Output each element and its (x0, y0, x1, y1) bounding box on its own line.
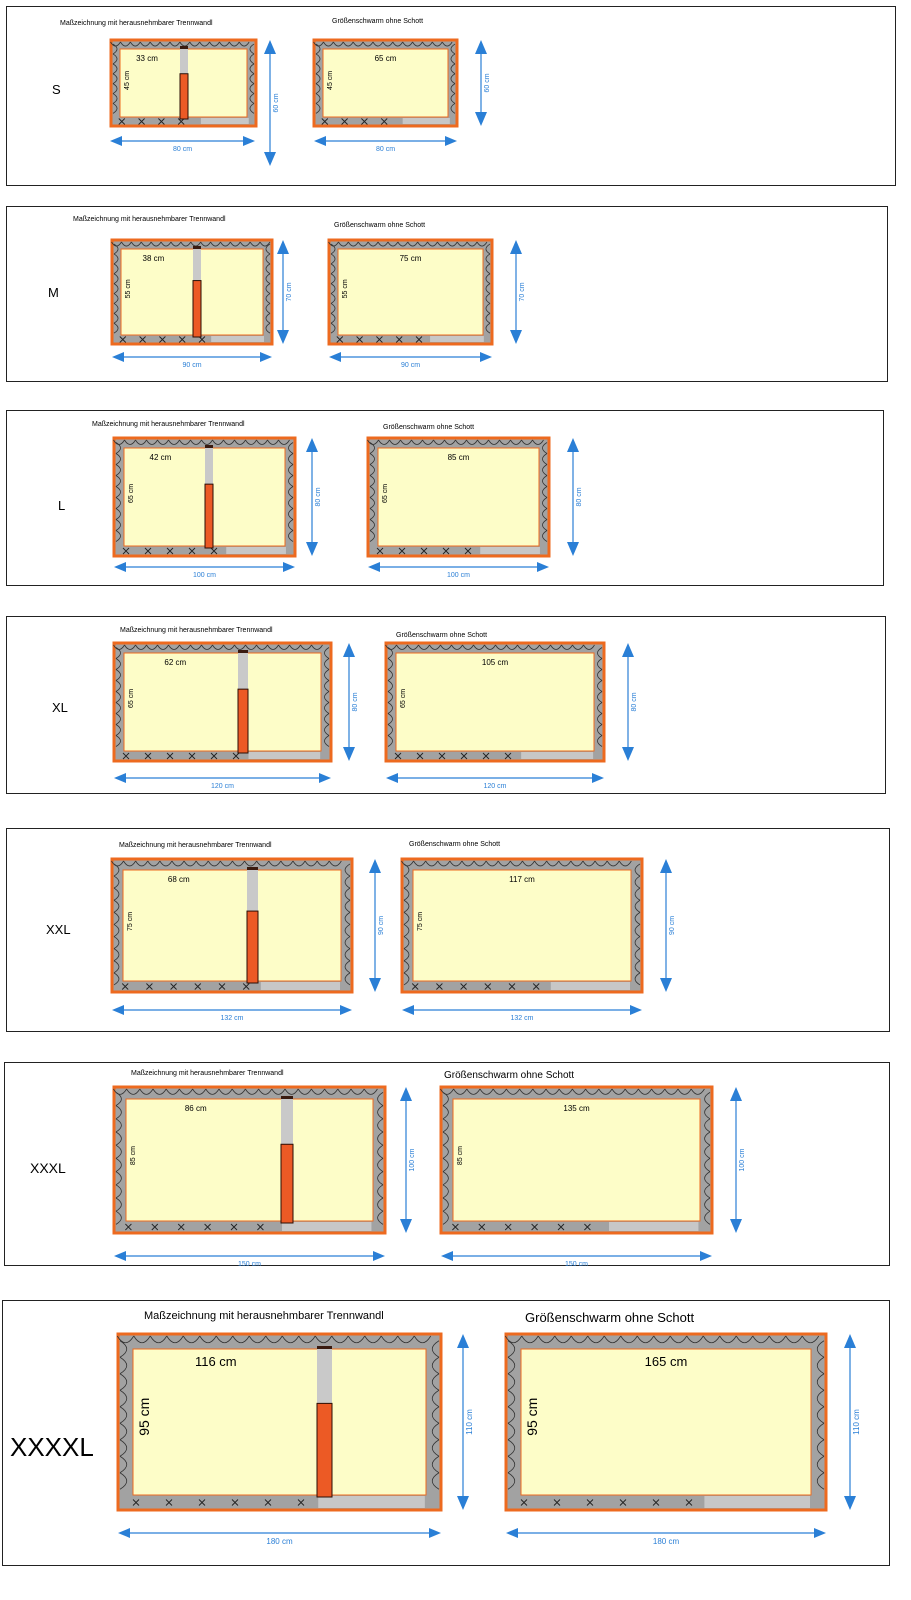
caption-with-divider: Maßzeichnung mit herausnehmbarer Trennwandl (73, 216, 226, 223)
outer-width-arrow-right-label: 150 cm (565, 1261, 588, 1268)
box-with-divider-inner-height-label: 75 cm (127, 911, 134, 932)
outer-width-arrow-right (506, 1528, 826, 1546)
outer-height-arrow-right-label: 100 cm (739, 1148, 746, 1172)
box-without-divider-inner-width-label: 165 cm (644, 1354, 688, 1369)
box-without-divider-inner-width-label: 85 cm (447, 453, 470, 462)
box-with-divider-inner-height-label: 45 cm (124, 70, 131, 90)
outer-width-arrow-left-label: 90 cm (182, 362, 202, 369)
caption-without-divider: Größenschwarm ohne Schott (409, 841, 501, 848)
caption-without-divider: Größenschwarm ohne Schott (525, 1310, 695, 1325)
box-without-divider-inner-height-label: 45 cm (327, 70, 334, 90)
caption-with-divider: Maßzeichnung mit herausnehmbarer Trennwandl (119, 842, 272, 849)
box-with-divider-inner-width-label: 68 cm (167, 875, 190, 884)
outer-height-arrow-left-label: 90 cm (378, 915, 385, 936)
outer-height-arrow-right-label: 70 cm (519, 282, 526, 302)
outer-height-arrow-right-label: 90 cm (669, 915, 676, 936)
box-with-divider-inner-height-label: 55 cm (125, 279, 132, 299)
box-with-divider-inner-height-label: 95 cm (136, 1397, 152, 1436)
box-without-divider-inner-width-label: 117 cm (509, 875, 535, 884)
box-with-divider-divider-cap (317, 1346, 332, 1349)
box-with-divider-inner-width-label: 38 cm (142, 254, 165, 263)
box-with-divider-inner-height-label: 65 cm (128, 483, 135, 503)
outer-height-arrow-left-label: 80 cm (352, 692, 359, 712)
caption-with-divider: Maßzeichnung mit herausnehmbarer Trennwandl (92, 421, 245, 428)
box-without-divider-inner-height-label: 85 cm (457, 1146, 464, 1166)
outer-width-arrow-left-label: 80 cm (172, 146, 193, 153)
outer-width-arrow-right-label: 80 cm (375, 146, 396, 153)
outer-width-arrow-right-label: 100 cm (447, 572, 470, 579)
outer-height-arrow-right-label: 110 cm (852, 1409, 861, 1435)
box-with-divider-inner-width-label: 62 cm (164, 658, 187, 667)
outer-width-arrow-left-label: 150 cm (238, 1261, 261, 1268)
box-with-divider-inner-width-label: 33 cm (136, 54, 158, 63)
outer-width-arrow-left-label: 120 cm (211, 783, 234, 790)
caption-without-divider: Größenschwarm ohne Schott (444, 1070, 575, 1081)
caption-without-divider: Größenschwarm ohne Schott (383, 424, 475, 431)
outer-width-arrow-right-label: 90 cm (400, 362, 421, 369)
box-with-divider-inner-width-label: 42 cm (149, 453, 172, 462)
box-with-divider-floor-strip (318, 1496, 425, 1508)
caption-without-divider: Größenschwarm ohne Schott (396, 632, 488, 639)
caption-with-divider: Maßzeichnung mit herausnehmbarer Trennwandl (60, 20, 213, 27)
size-label: XL (52, 700, 68, 715)
outer-width-arrow-right-label: 120 cm (483, 783, 507, 790)
box-without-divider-floor-strip (704, 1496, 810, 1508)
outer-height-arrow-left-label: 80 cm (315, 487, 322, 507)
outer-height-arrow-right-label: 80 cm (576, 487, 583, 507)
box-without-divider-interior (521, 1349, 811, 1495)
outer-height-arrow-right-label: 60 cm (484, 73, 491, 93)
size-label: XXXL (30, 1160, 66, 1176)
outer-height-arrow-left-label: 110 cm (465, 1409, 474, 1435)
outer-height-arrow-right (844, 1334, 861, 1510)
outer-width-arrow-left-label: 100 cm (193, 572, 216, 579)
caption-without-divider: Größenschwarm ohne Schott (334, 222, 426, 229)
size-label: M (48, 285, 59, 300)
caption-with-divider: Maßzeichnung mit herausnehmbarer Trennwandl (120, 627, 273, 634)
outer-height-arrow-left (457, 1334, 474, 1510)
box-with-divider-inner-height-label: 85 cm (130, 1146, 137, 1166)
size-label: XXL (46, 922, 71, 937)
box-with-divider-inner-height-label: 65 cm (128, 688, 135, 708)
caption-with-divider: Maßzeichnung mit herausnehmbarer Trennwandl (144, 1310, 384, 1322)
outer-width-arrow-left (118, 1528, 441, 1546)
outer-width-arrow-right-label: 180 cm (652, 1537, 680, 1546)
box-without-divider-inner-width-label: 135 cm (563, 1104, 590, 1113)
box-without-divider-inner-width-label: 75 cm (399, 254, 422, 263)
box-without-divider-inner-width-label: 105 cm (481, 658, 509, 667)
caption-without-divider: Größenschwarm ohne Schott (332, 18, 424, 25)
box-with-divider-inner-width-label: 86 cm (184, 1104, 207, 1113)
outer-width-arrow-left-label: 180 cm (266, 1537, 293, 1546)
box-with-divider-divider-top (317, 1346, 332, 1403)
outer-height-arrow-left-label: 60 cm (273, 93, 280, 113)
outer-width-arrow-right-label: 132 cm (510, 1015, 534, 1022)
size-label: XXXXL (10, 1432, 94, 1462)
outer-height-arrow-left-label: 100 cm (409, 1148, 416, 1172)
box-with-divider-inner-width-label: 116 cm (194, 1354, 237, 1369)
caption-with-divider: Maßzeichnung mit herausnehmbarer Trennwandl (131, 1070, 284, 1077)
outer-height-arrow-right-label: 80 cm (631, 692, 638, 712)
box-without-divider-inner-height-label: 75 cm (417, 911, 424, 932)
box-without-divider-inner-height-label: 95 cm (524, 1397, 540, 1436)
box-with-divider-interior (133, 1349, 426, 1495)
box-with-divider-divider-bottom (317, 1403, 332, 1497)
box-without-divider-inner-height-label: 55 cm (342, 279, 349, 299)
box-without-divider-inner-height-label: 65 cm (400, 688, 407, 708)
size-label: S (52, 82, 61, 97)
outer-width-arrow-left-label: 132 cm (220, 1015, 244, 1022)
box-without-divider-inner-width-label: 65 cm (374, 54, 397, 63)
outer-height-arrow-left-label: 70 cm (286, 282, 293, 302)
box-without-divider-inner-height-label: 65 cm (382, 483, 389, 503)
size-label: L (58, 498, 66, 513)
